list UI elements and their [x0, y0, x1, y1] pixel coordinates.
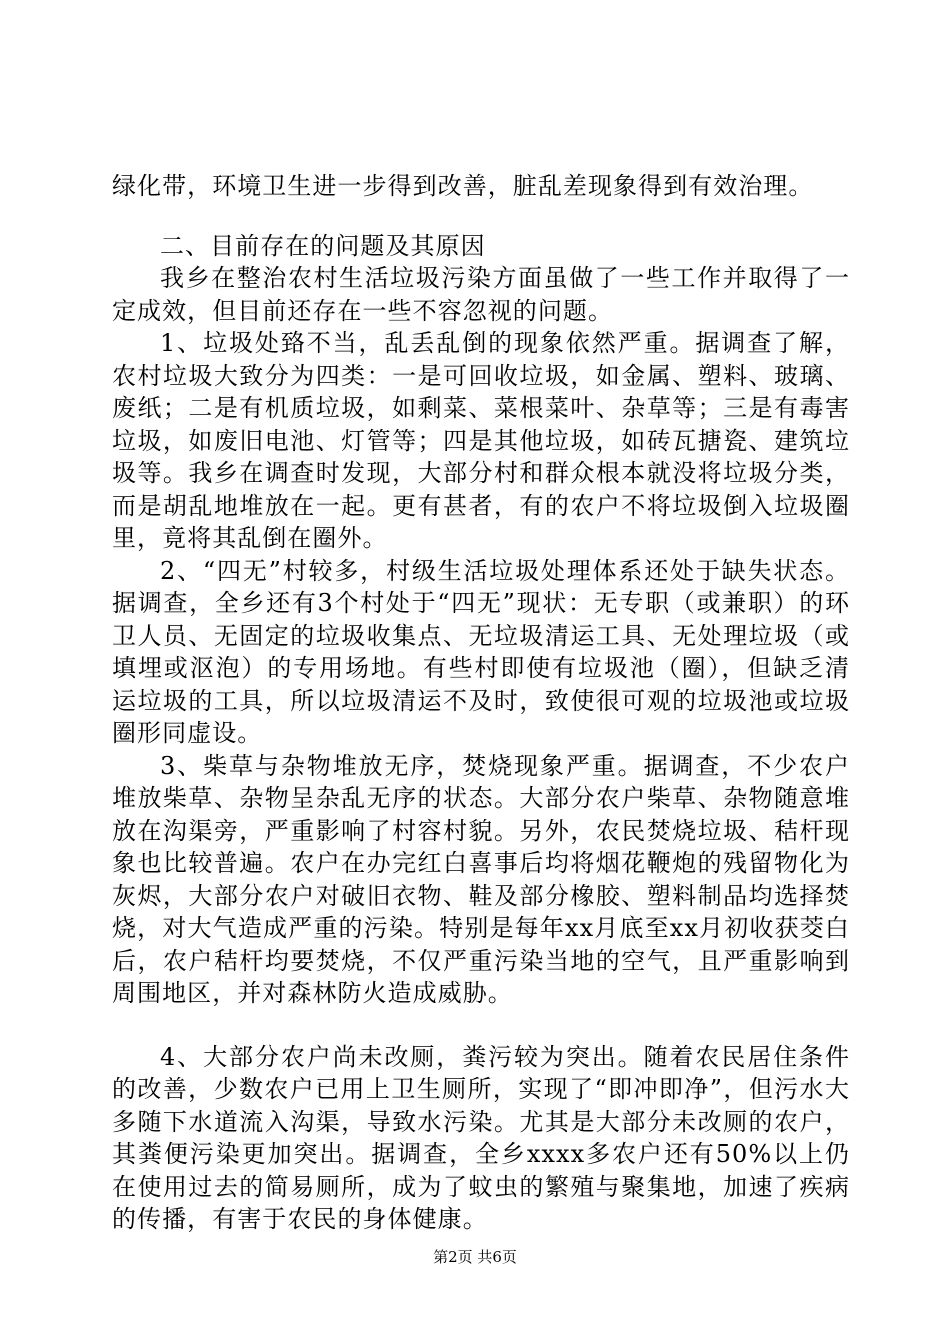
paragraph-item-2: 2、“四无”村较多，村级生活垃圾处理体系还处于缺失状态。据调查，全乡还有3个村处于“四无”现状：无专职（或兼职）的环卫人员、无固定的垃圾收集点、无垃圾清运工具、无处理垃圾（或填埋或沤泡）的专用场地。有些村即使有垃圾池（圈），但缺乏清运垃圾的工具，所以垃圾清运不及时，致使很可观的垃圾池或垃圾圈形同虚设。	[112, 556, 850, 747]
page-number-footer: 第2页 共6页	[433, 1248, 517, 1266]
paragraph-continuation: 绿化带，环境卫生进一步得到改善，脏乱差现象得到有效治理。	[112, 172, 814, 200]
paragraph-item-1: 1、垃圾处臵不当，乱丢乱倒的现象依然严重。据调查了解，农村垃圾大致分为四类：一是可回收垃圾，如金属、塑料、玻璃、废纸；二是有机质垃圾，如剩菜、菜根菜叶、杂草等；三是有毒害垃圾，如废旧电池、灯管等；四是其他垃圾，如砖瓦搪瓷、建筑垃圾等。我乡在调查时发现，大部分村和群众根本就没将垃圾分类，而是胡乱地堆放在一起。更有甚者，有的农户不将垃圾倒入垃圾圈里，竟将其乱倒在圈外。	[112, 329, 850, 552]
document-body	[112, 170, 850, 1236]
section-heading: 二、目前存在的问题及其原因	[160, 231, 486, 260]
paragraph-intro: 我乡在整治农村生活垃圾污染方面虽做了一些工作并取得了一定成效，但目前还存在一些不容忽视的问题。	[112, 264, 850, 325]
paragraph-item-3: 3、柴草与杂物堆放无序，焚烧现象严重。据调查，不少农户堆放柴草、杂物呈杂乱无序的状态。大部分农户柴草、杂物随意堆放在沟渠旁，严重影响了村容村貌。另外，农民焚烧垃圾、秸杆现象也比较普遍。农户在办完红白喜事后均将烟花鞭炮的残留物化为灰烬，大部分农户对破旧衣物、鞋及部分橡胶、塑料制品均选择焚烧，对大气造成严重的污染。特别是每年xx月底至xx月初收获茭白后，农户秸杆均要焚烧，不仅严重污染当地的空气，且严重影响到周围地区，并对森林防火造成威胁。	[112, 751, 850, 1007]
paragraph-item-4: 4、大部分农户尚未改厕，粪污较为突出。随着农民居住条件的改善，少数农户已用上卫生厕所，实现了“即冲即净”，但污水大多随下水道流入沟渠，导致水污染。尤其是大部分未改厕的农户，其粪便污染更加突出。据调查，全乡xxxx多农户还有50%以上仍在使用过去的简易厕所，成为了蚊虫的繁殖与聚集地，加速了疾病的传播，有害于农民的身体健康。	[112, 1042, 850, 1233]
